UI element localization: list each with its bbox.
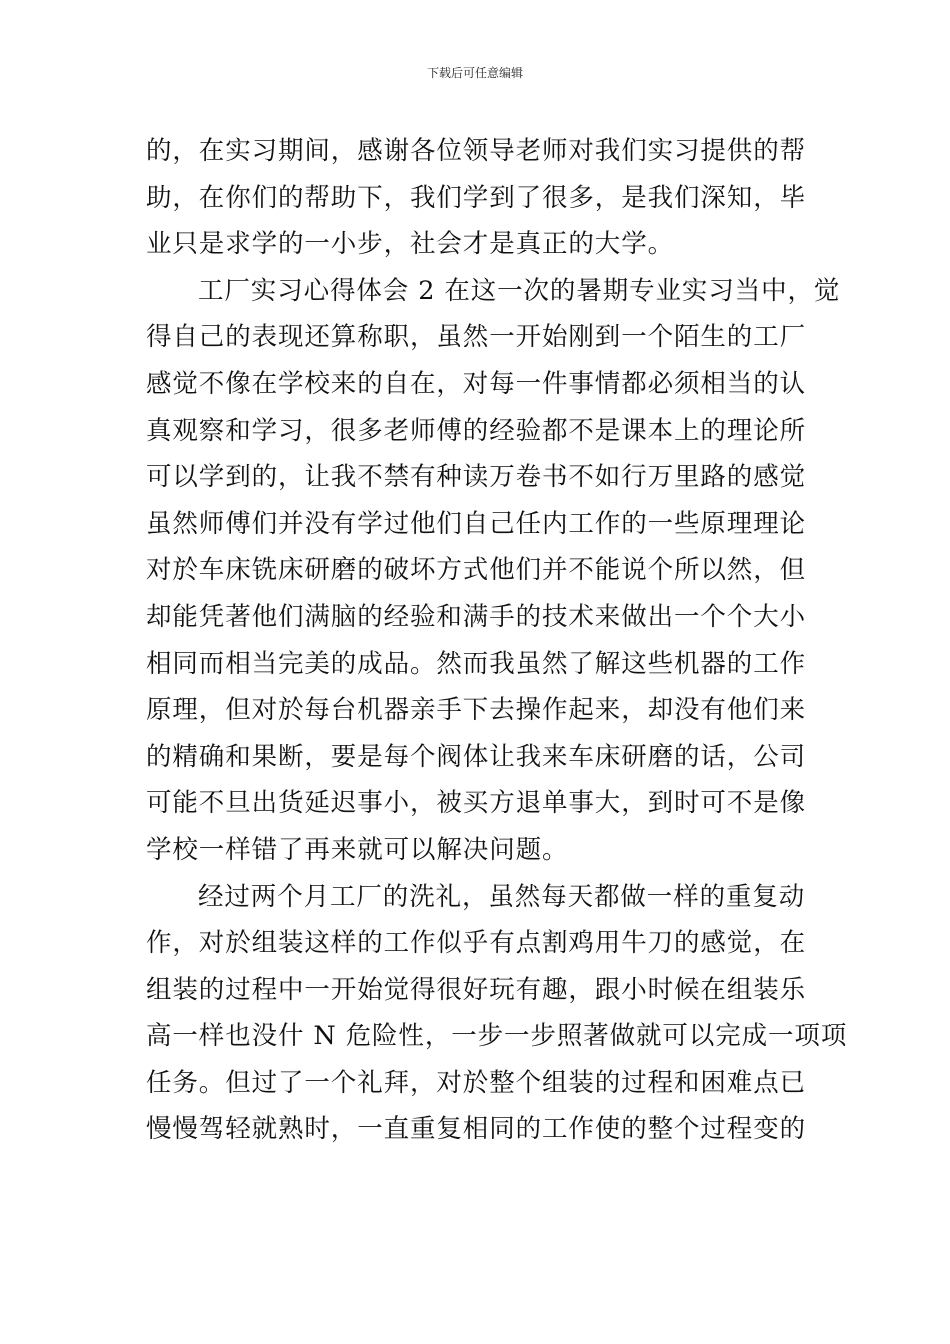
- text-line: 虽然师傅们并没有学过他们自己任内工作的一些原理理论: [146, 508, 807, 539]
- text-line: 对於车床铣床研磨的破坏方式他们并不能说个所以然，但: [146, 555, 807, 586]
- text-line: 的，在实习期间，感谢各位领导老师对我们实习提供的帮: [146, 136, 807, 166]
- text-line: 业只是求学的一小步，社会才是真正的大学。: [146, 229, 675, 260]
- text-line: 可能不旦出货延迟事小，被买方退单事大，到时可不是像: [146, 788, 807, 819]
- text-line: 助，在你们的帮助下，我们学到了很多，是我们深知，毕: [146, 182, 807, 213]
- text-line: 原理，但对於每台机器亲手下去操作起来，却没有他们来: [146, 695, 807, 726]
- paragraph-start-line: 工厂实习心得体会 2 在这一次的暑期专业实习当中，觉: [198, 275, 841, 306]
- text-line: 却能凭著他们满脑的经验和满手的技术来做出一个个大小: [146, 601, 807, 632]
- text-line: 慢慢驾轻就熟时，一直重复相同的工作使的整个过程变的: [146, 1114, 807, 1145]
- header-note: 下载后可任意编辑: [426, 66, 523, 80]
- text-line: 得自己的表现还算称职，虽然一开始刚到一个陌生的工厂: [146, 322, 807, 353]
- text-line: 真观察和学习，很多老师傅的经验都不是课本上的理论所: [146, 415, 807, 446]
- text-line: 感觉不像在学校来的自在，对每一件事情都必须相当的认: [146, 368, 807, 399]
- text-line: 相同而相当完美的成品。然而我虽然了解这些机器的工作: [146, 648, 807, 679]
- text-line: 的精确和果断，要是每个阀体让我来车床研磨的话，公司: [146, 741, 807, 772]
- text-line: 作，对於组装这样的工作似乎有点割鸡用牛刀的感觉，在: [146, 928, 807, 959]
- text-line: 组装的过程中一开始觉得很好玩有趣，跟小时候在组装乐: [146, 974, 807, 1005]
- text-line: 高一样也没什 N 危险性，一步一步照著做就可以完成一项项: [146, 1021, 848, 1052]
- paragraph-start-line: 经过两个月工厂的洗礼，虽然每天都做一样的重复动: [198, 881, 806, 912]
- text-line: 任务。但过了一个礼拜，对於整个组装的过程和困难点已: [146, 1067, 807, 1098]
- text-line: 可以学到的，让我不禁有种读万卷书不如行万里路的感觉: [146, 462, 807, 493]
- document-body: [146, 128, 848, 1153]
- text-line: 学校一样错了再来就可以解决问题。: [146, 834, 569, 865]
